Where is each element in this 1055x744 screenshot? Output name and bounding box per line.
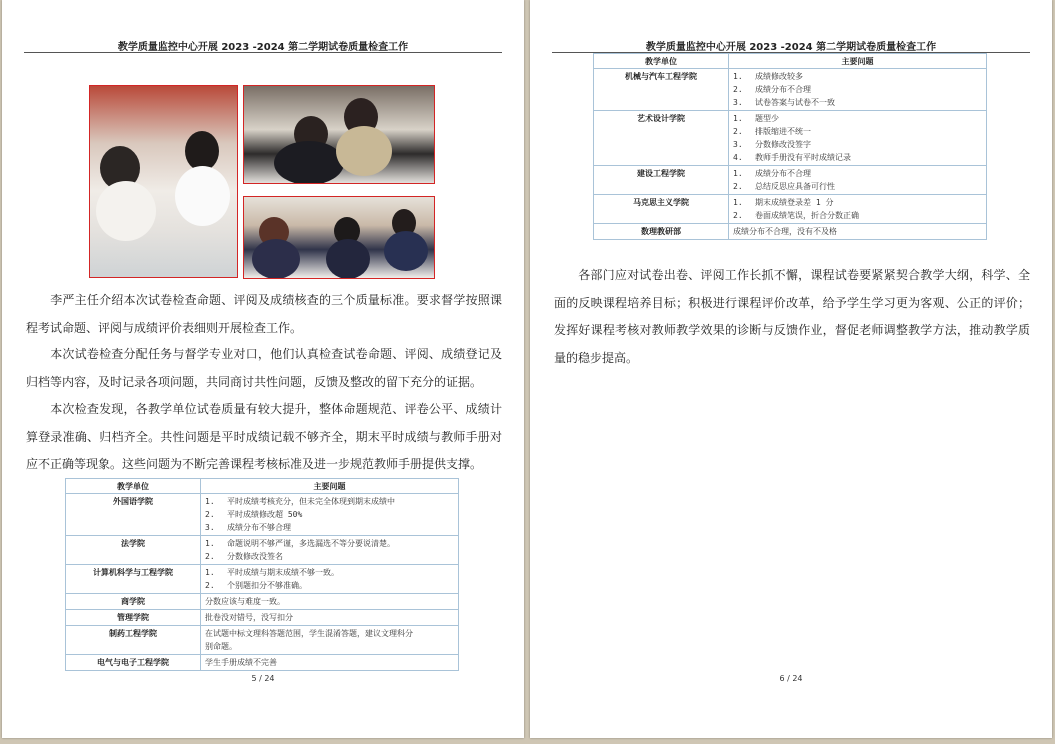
problems-cell: [201, 594, 459, 610]
unit-cell: 建设工程学院: [594, 166, 729, 195]
problem-item: [733, 151, 982, 164]
problem-text: 排版缩进不统一: [755, 127, 811, 136]
problem-item: [205, 640, 454, 653]
problem-number: 2.: [733, 182, 743, 191]
problems-cell: [729, 166, 987, 195]
problem-text: 平时成绩考核充分，但未完全体现到期末成绩中: [227, 497, 395, 506]
problem-item: [205, 627, 454, 640]
problem-item: [205, 611, 454, 624]
problem-text: 教师手册没有平时成绩记录: [755, 153, 851, 162]
unit-cell: 艺术设计学院: [594, 111, 729, 166]
table-row: [594, 195, 987, 224]
problem-text: 命题说明不够严谨，多选漏选不等分要说清楚。: [227, 539, 395, 548]
table-row: [594, 224, 987, 240]
problem-item: [205, 495, 454, 508]
problem-text: 题型少: [755, 114, 779, 123]
problems-cell: [201, 565, 459, 594]
problems-cell: [729, 224, 987, 240]
unit-cell: 管理学院: [66, 610, 201, 626]
unit-cell: 马克思主义学院: [594, 195, 729, 224]
column-header-problems: 主要问题: [729, 54, 987, 69]
problem-number: 1.: [205, 539, 215, 548]
problem-text: 分数应该与难度一致。: [205, 597, 285, 606]
table-row: [594, 166, 987, 195]
table-row: [66, 610, 459, 626]
problem-number: 2.: [733, 85, 743, 94]
issues-table-left: [65, 478, 459, 671]
paragraph-intro: 李严主任介绍本次试卷检查命题、评阅及成绩核查的三个质量标准。要求督学按照课程考试命题、评阅与成绩评价表细则开展检查工作。: [26, 293, 502, 335]
unit-cell: 商学院: [66, 594, 201, 610]
problem-item: [733, 225, 982, 238]
problem-number: 1.: [205, 497, 215, 506]
problem-item: [733, 167, 982, 180]
problem-text: 成绩分布不够合理: [227, 523, 291, 532]
problem-text: 成绩分布不合理: [755, 169, 811, 178]
problem-number: 1.: [733, 72, 743, 81]
problems-cell: [729, 69, 987, 111]
problem-number: 4.: [733, 153, 743, 162]
problem-number: 3.: [205, 523, 215, 532]
problem-text: 成绩修改较多: [755, 72, 803, 81]
problems-cell: [201, 626, 459, 655]
unit-cell: 法学院: [66, 536, 201, 565]
page-number: 6 / 24: [779, 674, 803, 683]
problem-item: [733, 209, 982, 222]
inspection-photo-2: [243, 85, 435, 184]
page-header-title: 教学质量监控中心开展 2023 -2024 第二学期试卷质量检查工作: [117, 42, 409, 53]
problem-text: 分数修改没签字: [755, 140, 811, 149]
column-header-unit: 教学单位: [66, 479, 201, 494]
paragraph-conclusion: 各部门应对试卷出卷、评阅工作长抓不懈，课程试卷要紧紧契合教学大纲，科学、全面的反映课程培养目标；积极进行课程评价改革，给予学生学习更为客观、公正的评价；发挥好课程考核对教师教学效果的诊断与反馈作业，督促老师调整教学方法，推动教学质量的稳步提高。: [554, 268, 1030, 365]
problem-text: 学生手册成绩不完善: [205, 658, 277, 667]
problem-text: 个别题扣分不够准确。: [227, 581, 307, 590]
problem-text: 别命题。: [205, 642, 237, 651]
problems-cell: [729, 195, 987, 224]
problem-number: 1.: [733, 114, 743, 123]
problem-text: 卷面成绩笔误，折合分数正确: [755, 211, 859, 220]
problem-item: [205, 656, 454, 669]
paragraph-findings: 本次检查发现，各教学单位试卷质量有较大提升，整体命题规范、评卷公平、成绩计算登录准确、归档齐全。共性问题是平时成绩记载不够齐全，期末平时成绩与教师手册对应不正确等现象。这些问题为不断完善课程考核标准及进一步规范教师手册提供支撑。: [26, 402, 502, 471]
problem-number: 2.: [205, 510, 215, 519]
problem-text: 平时成绩与期末成绩不够一致。: [227, 568, 339, 577]
page-5: [2, 0, 524, 738]
problem-item: [205, 595, 454, 608]
problems-cell: [201, 655, 459, 671]
problem-item: [205, 579, 454, 592]
problem-item: [733, 96, 982, 109]
problem-text: 在试题中标文理科答题范围，学生混淆答题，建议文理科分: [205, 629, 413, 638]
problems-cell: [201, 610, 459, 626]
problem-number: 3.: [733, 98, 743, 107]
paragraph-assignment: 本次试卷检查分配任务与督学专业对口，他们认真检查试卷命题、评阅、成绩登记及归档等内容，及时记录各项问题，共同商讨共性问题，反馈及整改的留下充分的证据。: [26, 347, 502, 389]
table-row: [66, 494, 459, 536]
header-divider: [24, 52, 502, 53]
problem-item: [733, 70, 982, 83]
problem-item: [205, 550, 454, 563]
problem-number: 1.: [733, 198, 743, 207]
problem-number: 2.: [733, 127, 743, 136]
problem-item: [733, 138, 982, 151]
unit-cell: 机械与汽车工程学院: [594, 69, 729, 111]
problem-item: [733, 112, 982, 125]
unit-cell: 电气与电子工程学院: [66, 655, 201, 671]
problem-item: [205, 521, 454, 534]
problem-text: 成绩分布不合理，没有不及格: [733, 227, 837, 236]
problem-number: 1.: [733, 169, 743, 178]
inspection-photo-1: [89, 85, 238, 278]
table-row: [66, 594, 459, 610]
problems-cell: [201, 536, 459, 565]
problem-number: 3.: [733, 140, 743, 149]
table-row: [594, 111, 987, 166]
issues-table-right: [593, 53, 987, 240]
problem-text: 批卷没对错号，没写扣分: [205, 613, 293, 622]
issues-table-body: [594, 69, 987, 240]
problem-item: [205, 566, 454, 579]
table-row: [66, 536, 459, 565]
problem-item: [205, 537, 454, 550]
inspection-photo-3: [243, 196, 435, 279]
problems-cell: [729, 111, 987, 166]
problem-item: [733, 125, 982, 138]
problem-text: 总结反思应具备可行性: [755, 182, 835, 191]
problem-text: 平时成绩修改超 50%: [227, 510, 303, 519]
unit-cell: 外国语学院: [66, 494, 201, 536]
problem-number: 2.: [205, 552, 215, 561]
problem-text: 成绩分布不合理: [755, 85, 811, 94]
table-row: [66, 626, 459, 655]
problem-item: [733, 180, 982, 193]
problem-text: 试卷答案与试卷不一致: [755, 98, 835, 107]
problem-text: 分数修改没签名: [227, 552, 283, 561]
problem-number: 2.: [205, 581, 215, 590]
problem-item: [733, 83, 982, 96]
problem-number: 1.: [205, 568, 215, 577]
table-row: [66, 655, 459, 671]
column-header-problems: 主要问题: [201, 479, 459, 494]
table-row: [594, 69, 987, 111]
problem-text: 期末成绩登录差 1 分: [755, 198, 834, 207]
unit-cell: 数理教研部: [594, 224, 729, 240]
issues-table-body: [66, 494, 459, 671]
page-number: 5 / 24: [251, 674, 275, 683]
problem-number: 2.: [733, 211, 743, 220]
column-header-unit: 教学单位: [594, 54, 729, 69]
problem-item: [205, 508, 454, 521]
problem-item: [733, 196, 982, 209]
page-header-title: 教学质量监控中心开展 2023 -2024 第二学期试卷质量检查工作: [645, 42, 937, 53]
unit-cell: 制药工程学院: [66, 626, 201, 655]
page-6: [530, 0, 1052, 738]
problems-cell: [201, 494, 459, 536]
unit-cell: 计算机科学与工程学院: [66, 565, 201, 594]
table-row: [66, 565, 459, 594]
